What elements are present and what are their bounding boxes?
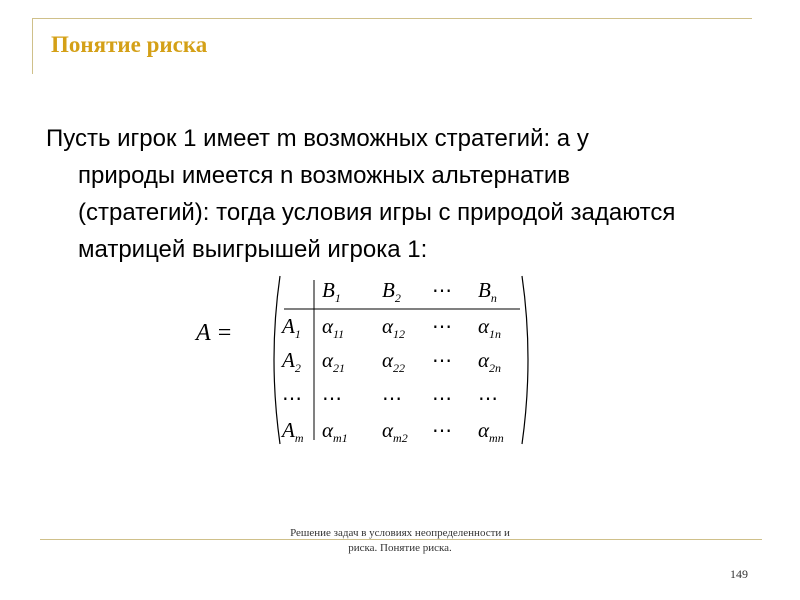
matrix-cell: ⋯ [432, 350, 452, 372]
matrix-cell: ⋯ [322, 388, 342, 410]
matrix-row-label: ⋯ [282, 388, 302, 410]
matrix-cell: $\alpha_{21}$ [322, 348, 346, 376]
slide-title: Понятие риска [51, 32, 208, 57]
equation-label: A = [196, 320, 233, 346]
matrix-header-cell: $B_n$ [478, 278, 497, 306]
matrix-cell: $\alpha_{12}$ [382, 314, 406, 342]
body-line: матрицей выигрышей игрока 1: [78, 236, 428, 263]
matrix-header-cell: ⋯ [432, 280, 452, 302]
body-line: Пусть игрок 1 имеет m возможных стратегий: а у [46, 125, 589, 152]
matrix-cell: $\alpha_{22}$ [382, 348, 406, 376]
matrix-cell: ⋯ [382, 388, 402, 410]
matrix-cell: ⋯ [432, 316, 452, 338]
matrix-row-label: $A_2$ [282, 348, 301, 376]
matrix-cell: ⋯ [432, 388, 452, 410]
matrix-cell: $\alpha_{mn}$ [478, 418, 504, 446]
matrix-cell: $\alpha_{2n}$ [478, 348, 502, 376]
matrix-cell: ⋯ [432, 420, 452, 442]
body-line: (стратегий): тогда условия игры с природой задаются [78, 199, 676, 226]
matrix-cell: $\alpha_{1n}$ [478, 314, 502, 342]
left-rule [32, 18, 33, 74]
matrix-row-label: $A_m$ [282, 418, 304, 446]
footer-text: Решение задач в условиях неопределенности и риска. Понятие риска. [290, 527, 510, 554]
top-rule [32, 18, 752, 19]
matrix-cell: ⋯ [478, 388, 498, 410]
matrix-cell: $\alpha_{m2}$ [382, 418, 408, 446]
matrix-header-cell: $B_1$ [322, 278, 341, 306]
matrix-header-cell: $B_2$ [382, 278, 401, 306]
body-line: природы имеется n возможных альтернатив [78, 162, 571, 189]
matrix-cell: $\alpha_{m1}$ [322, 418, 348, 446]
payoff-matrix [266, 268, 536, 450]
body-paragraph [46, 120, 766, 268]
matrix-cell: $\alpha_{11}$ [322, 314, 345, 342]
matrix-row-label: $A_1$ [282, 314, 301, 342]
page-number: 149 [730, 567, 748, 581]
